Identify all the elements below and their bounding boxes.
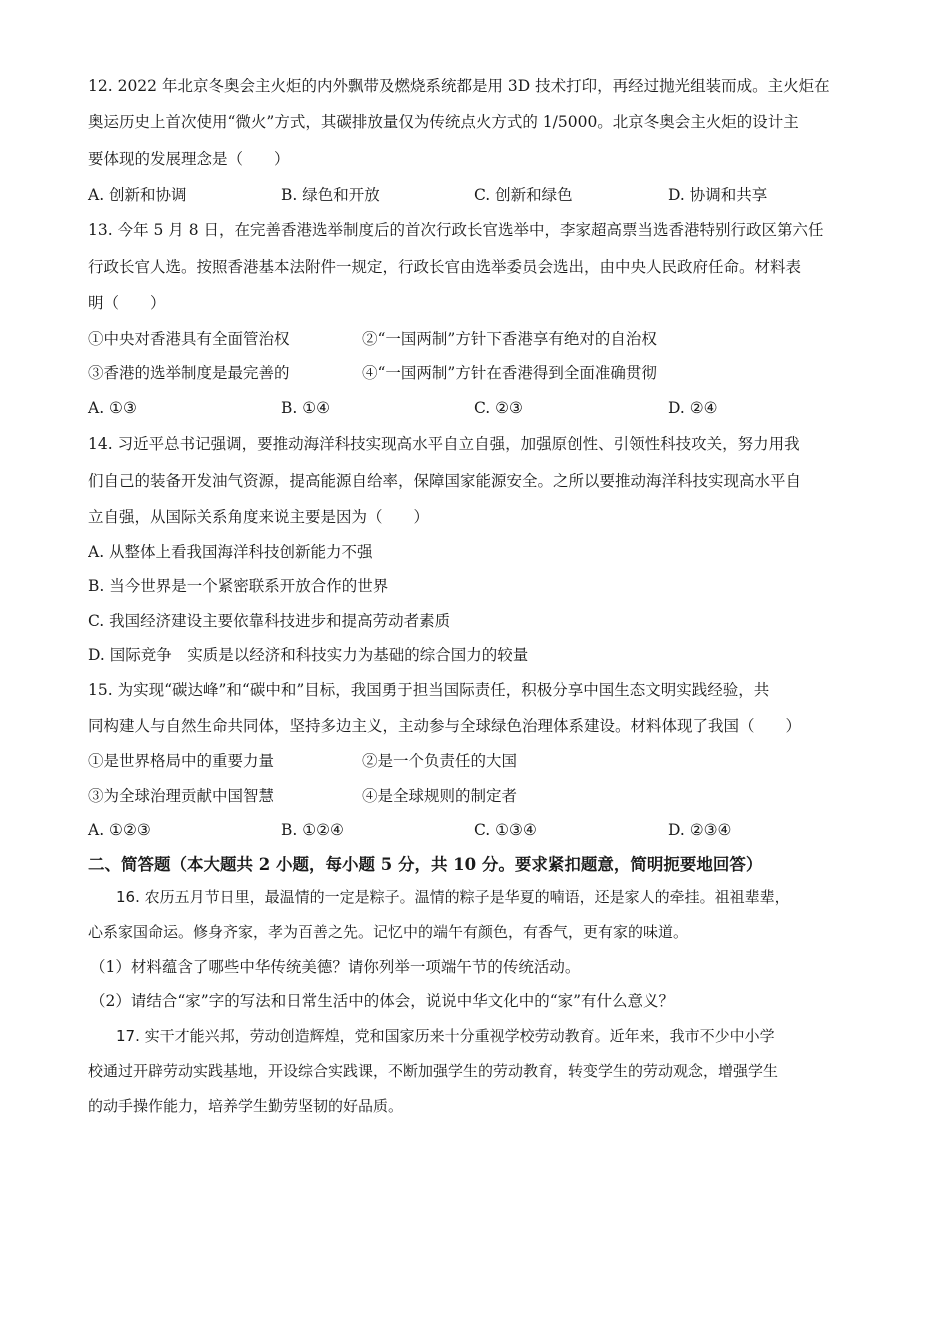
q12-option-a: A. 创新和协调	[88, 186, 187, 204]
q15-options	[88, 820, 868, 840]
q15-statements-row-1	[88, 751, 868, 771]
q15-statement-1: ①是世界格局中的重要力量	[88, 752, 275, 770]
q14-option-b: B. 当今世界是一个紧密联系开放合作的世界	[88, 577, 389, 595]
q13-statements-row-1	[88, 329, 868, 349]
q15-option-d: D. ②③④	[668, 821, 732, 839]
q14-option-c: C. 我国经济建设主要依靠科技进步和提高劳动者素质	[88, 612, 451, 630]
q16-stem-line-2: 心系家国命运。修身齐家，孝为百善之先。记忆中的端午有颜色，有香气，更有家的味道。	[88, 923, 689, 941]
q13-stem-line-1: 13. 今年 5 月 8 日，在完善香港选举制度后的首次行政长官选举中，李家超高票当选香港特别行政区第六任	[88, 221, 824, 239]
q15-stem-line-2: 同构建人与自然生命共同体，坚持多边主义，主动参与全球绿色治理体系建设。材料体现了我国（ ）	[88, 717, 802, 735]
q13-statement-3: ③香港的选举制度是最完善的	[88, 364, 290, 382]
q12-option-b: B. 绿色和开放	[281, 186, 380, 204]
q13-option-c: C. ②③	[474, 399, 523, 417]
q14-option-a: A. 从整体上看我国海洋科技创新能力不强	[88, 543, 373, 561]
q12-stem-line-1: 12. 2022 年北京冬奥会主火炬的内外飘带及燃烧系统都是用 3D 技术打印，再经过抛光组装而成。主火炬在	[88, 77, 830, 95]
q13-stem-line-2: 行政长官人选。按照香港基本法附件一规定，行政长官由选举委员会选出，由中央人民政府任命。材料表	[88, 258, 802, 276]
q13-option-a: A. ①③	[88, 399, 137, 417]
q13-statements-row-2	[88, 363, 868, 383]
q13-statement-1: ①中央对香港具有全面管治权	[88, 330, 290, 348]
q16-subquestion-2: （2）请结合“家”字的写法和日常生活中的体会，说说中华文化中的“家”有什么意义？	[90, 992, 675, 1010]
q13-statement-4: ④“一国两制”方针在香港得到全面准确贯彻	[362, 364, 657, 382]
q16-stem-line-1: 16. 农历五月节日里，最温情的一定是粽子。温情的粽子是华夏的喃语，还是家人的牵挂。祖祖辈辈，	[116, 888, 790, 906]
q13-options	[88, 398, 868, 418]
q12-stem-line-2: 奥运历史上首次使用“微火”方式，其碳排放量仅为传统点火方式的 1/5000。北京冬奥会主火炬的设计主	[88, 113, 799, 131]
q14-stem-line-1: 14. 习近平总书记强调，要推动海洋科技实现高水平自立自强，加强原创性、引领性科技攻关，努力用我	[88, 435, 800, 453]
q17-stem-line-3: 的动手操作能力，培养学生勤劳坚韧的好品质。	[88, 1097, 404, 1115]
q12-option-c: C. 创新和绿色	[474, 186, 573, 204]
q15-option-c: C. ①③④	[474, 821, 537, 839]
q14-stem-line-3: 立自强，从国际关系角度来说主要是因为（ ）	[88, 508, 430, 526]
q15-statement-4: ④是全球规则的制定者	[362, 787, 518, 805]
q13-option-d: D. ②④	[668, 399, 718, 417]
q14-option-d: D. 国际竞争 实质是以经济和科技实力为基础的综合国力的较量	[88, 646, 529, 664]
q17-stem-line-1: 17. 实干才能兴邦，劳动创造辉煌，党和国家历来十分重视学校劳动教育。近年来，我市不少中小学	[116, 1027, 775, 1045]
q15-option-a: A. ①②③	[88, 821, 151, 839]
q15-stem-line-1: 15. 为实现“碳达峰”和“碳中和”目标，我国勇于担当国际责任，积极分享中国生态文明实践经验，共	[88, 681, 770, 699]
q15-statement-2: ②是一个负责任的大国	[362, 752, 518, 770]
q17-stem-line-2: 校通过开辟劳动实践基地，开设综合实践课，不断加强学生的劳动教育，转变学生的劳动观念，增强学生	[88, 1062, 779, 1080]
q16-subquestion-1: （1）材料蕴含了哪些中华传统美德？请你列举一项端午节的传统活动。	[90, 958, 581, 976]
q15-statements-row-2	[88, 786, 868, 806]
q12-stem-line-3: 要体现的发展理念是（ ）	[88, 150, 290, 168]
q13-option-b: B. ①④	[281, 399, 331, 417]
q15-statement-3: ③为全球治理贡献中国智慧	[88, 787, 275, 805]
q13-statement-2: ②“一国两制”方针下香港享有绝对的自治权	[362, 330, 657, 348]
section-2-heading: 二、简答题（本大题共 2 小题，每小题 5 分，共 10 分。要求紧扣题意，简明扼要地回答）	[88, 855, 763, 874]
q12-options	[88, 185, 868, 205]
q13-stem-line-3: 明（ ）	[88, 294, 166, 312]
q12-option-d: D. 协调和共享	[668, 186, 768, 204]
q15-option-b: B. ①②④	[281, 821, 344, 839]
q14-stem-line-2: 们自己的装备开发油气资源，提高能源自给率，保障国家能源安全。之所以要推动海洋科技实现高水平自	[88, 472, 802, 490]
